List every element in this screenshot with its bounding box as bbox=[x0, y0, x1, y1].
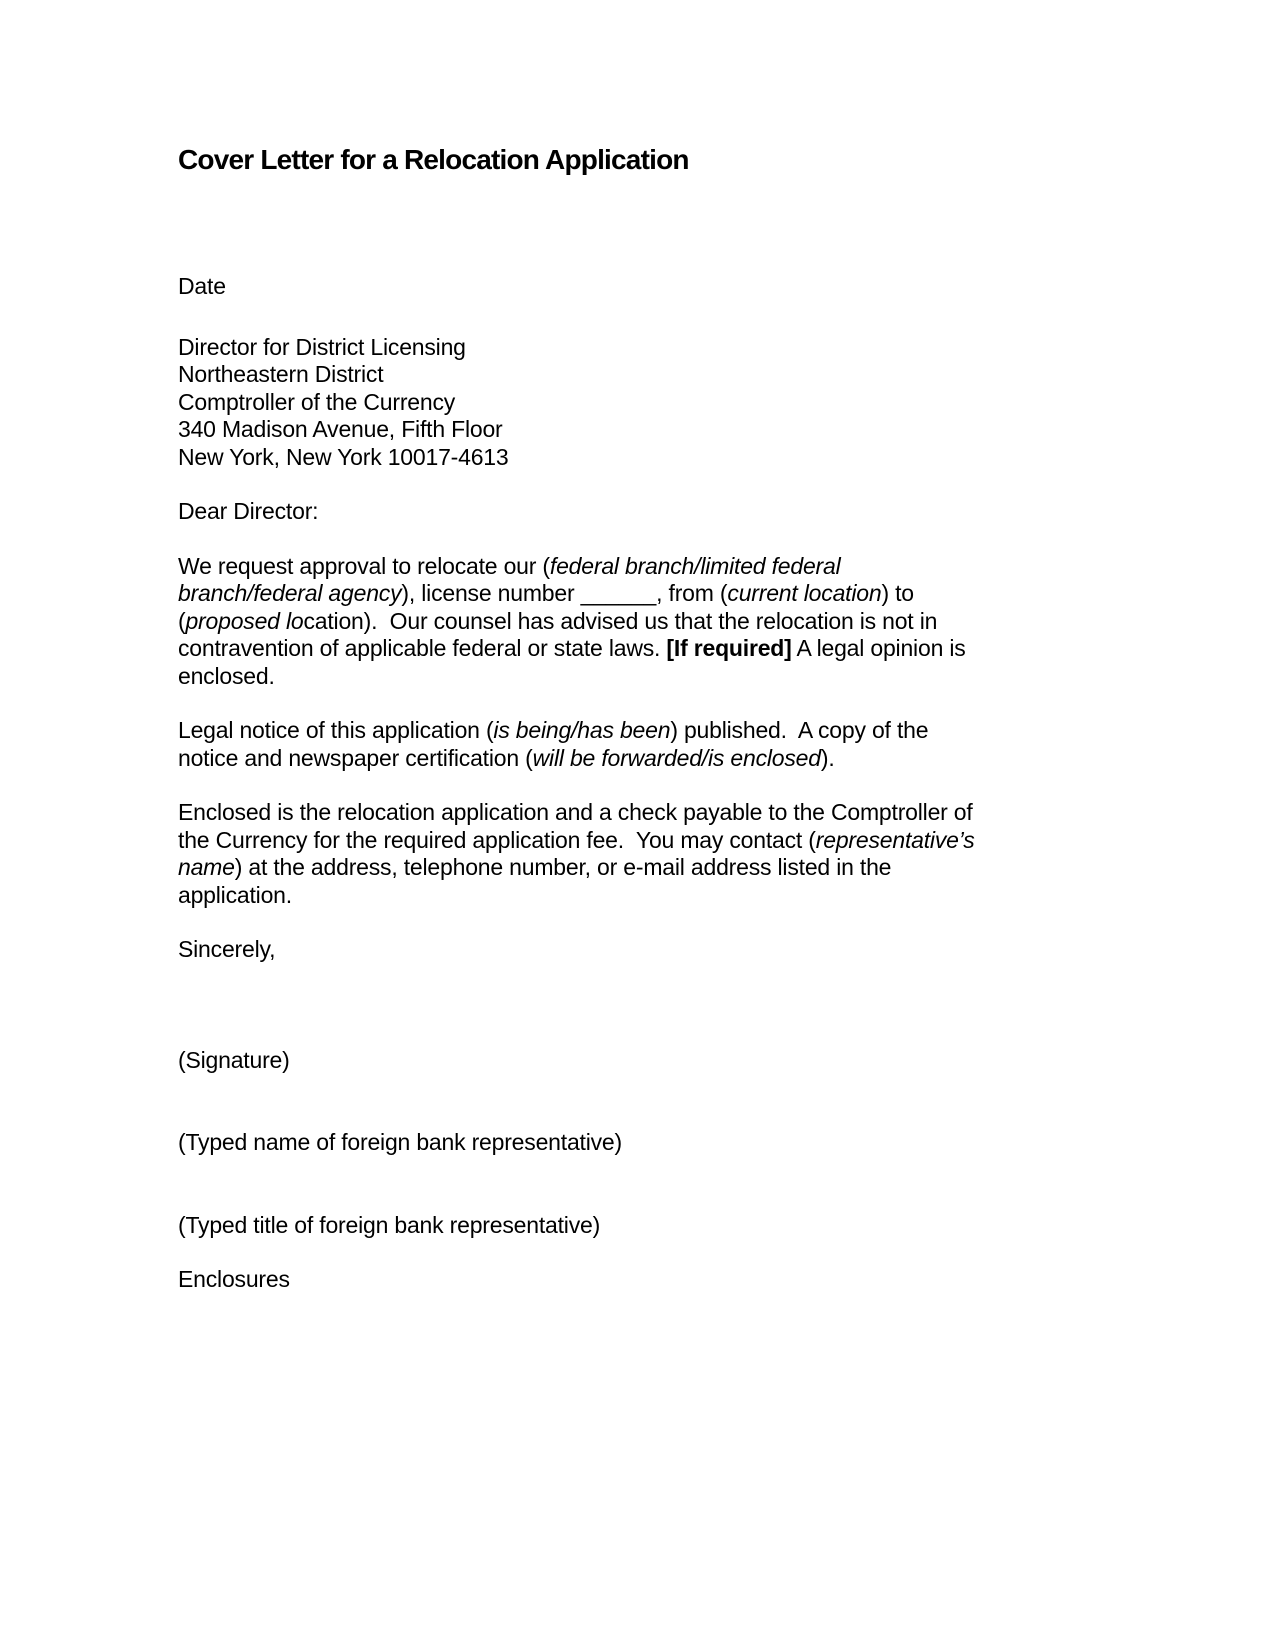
italic-text-run: representative’s bbox=[815, 826, 975, 853]
enclosures-label: Enclosures bbox=[178, 1266, 290, 1292]
recipient-address-line: Comptroller of the Currency bbox=[178, 388, 456, 415]
body-paragraph-legal-notice bbox=[178, 717, 1017, 772]
text-run: ) published. A copy of the bbox=[670, 717, 929, 743]
typed-title-placeholder: (Typed title of foreign bank representative) bbox=[178, 1211, 601, 1238]
text-run: cation). Our counsel has advised us that the relocation is not in bbox=[303, 607, 938, 634]
italic-text-run: branch/federal agency bbox=[178, 580, 402, 606]
date-placeholder: Date bbox=[178, 273, 226, 299]
typed-name-placeholder: (Typed name of foreign bank representative) bbox=[178, 1129, 622, 1155]
recipient-address-line: Northeastern District bbox=[178, 361, 384, 387]
body-paragraph-enclosed-application bbox=[178, 799, 1017, 909]
text-run: ) to bbox=[881, 580, 914, 606]
recipient-address-line: New York, New York 10017-4613 bbox=[178, 443, 509, 470]
recipient-address-line: Director for District Licensing bbox=[178, 333, 466, 360]
body-paragraph-request bbox=[178, 553, 1017, 691]
text-run: A legal opinion is bbox=[791, 635, 966, 661]
document-title: Cover Letter for a Relocation Application bbox=[178, 144, 689, 175]
italic-text-run: will be forwarded/is enclosed bbox=[532, 744, 821, 771]
italic-text-run: name bbox=[178, 854, 235, 880]
text-run: ) at the address, telephone number, or e-mail address listed in the bbox=[234, 854, 892, 880]
text-run: application. bbox=[178, 881, 292, 908]
text-run: contravention of applicable federal or state laws. bbox=[178, 635, 667, 661]
text-run: ), license number ______, from ( bbox=[401, 580, 728, 606]
recipient-address-block bbox=[178, 334, 1017, 472]
text-run: enclosed. bbox=[178, 662, 275, 689]
italic-text-run: is being/has been bbox=[493, 717, 671, 743]
signature-placeholder: (Signature) bbox=[178, 1046, 290, 1073]
text-run: notice and newspaper certification ( bbox=[178, 744, 533, 771]
closing-sincerely: Sincerely, bbox=[178, 936, 276, 962]
text-run: the Currency for the required application fee. You may contact ( bbox=[178, 826, 816, 853]
italic-text-run: current location bbox=[727, 580, 882, 606]
text-run: ). bbox=[820, 744, 835, 771]
salutation: Dear Director: bbox=[178, 498, 319, 524]
italic-text-run: federal branch/limited federal bbox=[549, 552, 841, 579]
text-run: ( bbox=[178, 607, 186, 634]
bold-text-run: [If required] bbox=[666, 635, 792, 661]
text-run: Legal notice of this application ( bbox=[178, 717, 494, 743]
recipient-address-line: 340 Madison Avenue, Fifth Floor bbox=[178, 416, 503, 442]
text-run: We request approval to relocate our ( bbox=[178, 552, 550, 579]
text-run: Enclosed is the relocation application and a check payable to the Comptroller of bbox=[178, 799, 973, 825]
italic-text-run: proposed lo bbox=[185, 607, 304, 634]
